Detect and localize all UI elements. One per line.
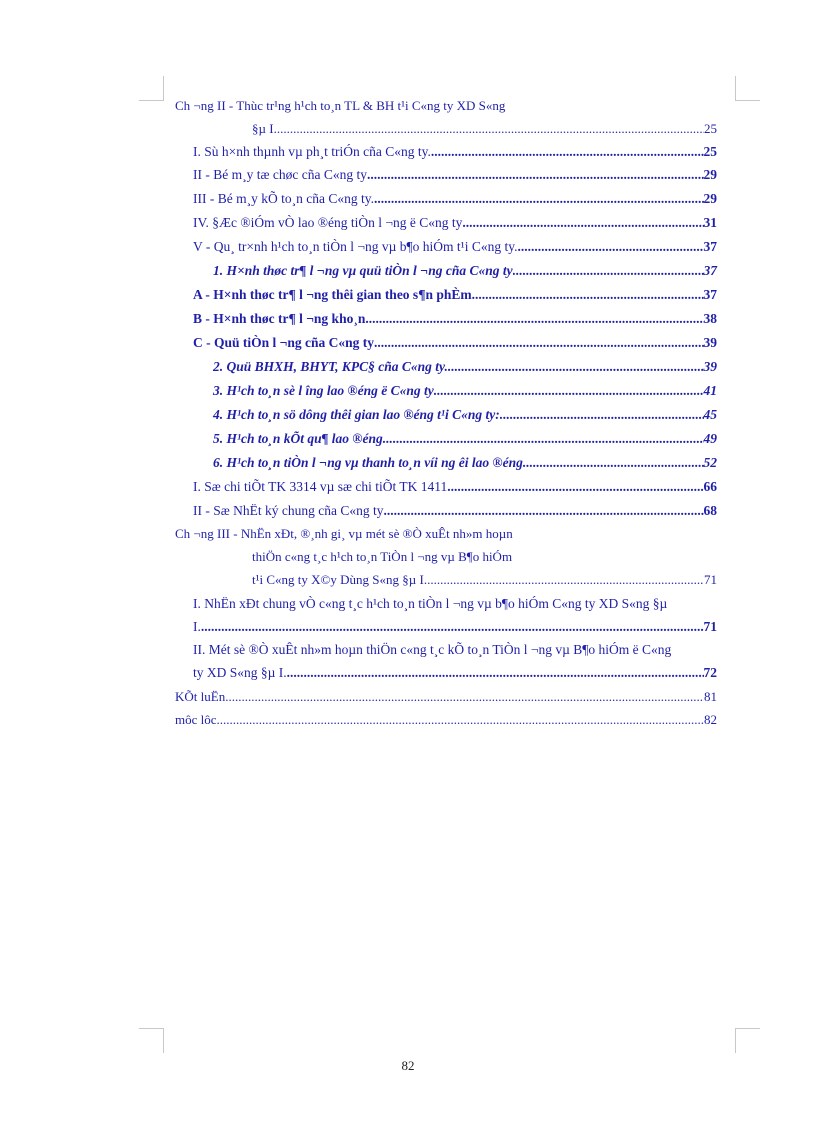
- toc-item[interactable]: II - Sæ NhËt ký chung cña C«ng ty ..... 68: [193, 500, 717, 522]
- toc-leader: [225, 686, 704, 708]
- toc-conclusion[interactable]: KÕt luËn ..... 81: [175, 686, 717, 708]
- toc-leader: [500, 404, 704, 426]
- toc-leader: [383, 428, 704, 450]
- toc-leader: [513, 260, 704, 282]
- toc-leader: [462, 212, 703, 234]
- toc-item[interactable]: II - Bé m¸y tæ chøc cña C«ng ty ..... 29: [193, 164, 717, 186]
- toc-chapter-3-entry[interactable]: [252, 569, 717, 591]
- toc-leader: [374, 188, 704, 210]
- toc-item[interactable]: IV. §Æc ®iÓm vÒ lao ®éng tiÒn l ¬ng ë C«ng ty ..... 31: [193, 212, 717, 234]
- toc-chapter-3-title-line2: thiÖn c«ng t¸c h¹ch to¸n TiÒn l ¬ng vµ B¶o hiÓm: [252, 549, 513, 564]
- toc-item[interactable]: I. Sù h×nh thµnh vµ ph¸t triÓn cña C«ng ty. ..... 25: [193, 141, 717, 163]
- toc-leader: [367, 164, 704, 186]
- toc-page-number: 71: [704, 572, 717, 587]
- toc-item[interactable]: B - H×nh thøc tr¶ l ¬ng kho¸n ..... 38: [193, 308, 717, 330]
- toc-leader: [217, 709, 704, 731]
- toc-item[interactable]: 5. H¹ch to¸n kÕt qu¶ lao ®éng ..... 49: [213, 428, 717, 450]
- toc-leader: [274, 118, 704, 140]
- toc-leader: [287, 662, 704, 684]
- toc-chapter-2-entry[interactable]: [252, 118, 717, 140]
- toc-leader: [374, 332, 704, 354]
- toc-item[interactable]: I. Sæ chi tiÕt TK 3314 vµ sæ chi tiÕt TK 1411 ..... 66: [193, 476, 717, 498]
- toc-chapter-2-title-line2: §µ I: [252, 121, 274, 136]
- toc-item[interactable]: C - Quü tiÒn l ¬ng cña C«ng ty ..... 39: [193, 332, 717, 354]
- toc-leader: [448, 356, 704, 378]
- toc-leader: [383, 500, 703, 522]
- toc-contents[interactable]: môc lôc ..... 82: [175, 709, 717, 731]
- toc-item[interactable]: 3. H¹ch to¸n sè l îng lao ®éng ë C«ng ty ..... 41: [213, 380, 717, 402]
- toc-leader: [427, 569, 704, 591]
- toc-leader: [517, 236, 703, 258]
- toc-leader: [472, 284, 704, 306]
- toc-leader: [431, 141, 704, 163]
- toc-leader: [523, 452, 704, 474]
- toc-item[interactable]: 4. H¹ch to¸n sö dông thêi gian lao ®éng t¹i C«ng ty: ..... 45: [213, 404, 717, 426]
- toc-item[interactable]: III - Bé m¸y kÕ to¸n cña C«ng ty. ..... 29: [193, 188, 717, 210]
- toc-leader: [447, 476, 703, 498]
- toc-item[interactable]: ty XD S«ng §µ I. ..... 72: [193, 662, 717, 684]
- toc-item[interactable]: A - H×nh thøc tr¶ l ¬ng thêi gian theo s¶n phÈm ..... 37: [193, 284, 717, 306]
- toc-ch3-item-1-line1[interactable]: I. NhËn xÐt chung vÒ c«ng t¸c h¹ch to¸n tiÒn l ¬ng vµ b¶o hiÓm C«ng ty XD S«ng §µ: [193, 596, 668, 611]
- page-number: 82: [401, 1058, 415, 1073]
- toc-item[interactable]: 6. H¹ch to¸n tiÒn l ¬ng vµ thanh to¸n víi ng êi lao ®éng ..... 52: [213, 452, 717, 474]
- toc-leader: [365, 308, 703, 330]
- toc-leader: [434, 380, 704, 402]
- toc-ch3-item-2-line1[interactable]: II. Mét sè ®Ò xuÊt nh»m hoµn thiÖn c«ng t¸c kÕ to¸n TiÒn l ¬ng vµ B¶o hiÓm ë C«ng: [193, 642, 672, 657]
- toc-item[interactable]: V - Qu¸ tr×nh h¹ch to¸n tiÒn l ¬ng vµ b¶o hiÓm t¹i C«ng ty. ..... 37: [193, 236, 717, 258]
- toc-chapter-3-title-line3: t¹i C«ng ty X©y Dùng S«ng §µ I.: [252, 572, 428, 587]
- toc-item[interactable]: 1. H×nh thøc tr¶ l ¬ng vµ quü tiÒn l ¬ng cña C«ng ty ..... 37: [213, 260, 717, 282]
- toc-item[interactable]: 2. Quü BHXH, BHYT, KPC§ cña C«ng ty. ..... 39: [213, 356, 717, 378]
- toc-page-number: 25: [704, 121, 717, 136]
- toc-item[interactable]: I. ..... 71: [193, 616, 717, 638]
- toc-chapter-3-title-line1[interactable]: Ch ¬ng III - NhËn xÐt, ®¸nh gi¸ vµ mét sè ®Ò xuÊt nh»m hoµn: [175, 526, 513, 541]
- toc-leader: [201, 616, 704, 638]
- toc-chapter-2-title-line1[interactable]: Ch ¬ng II - Thùc tr¹ng h¹ch to¸n TL & BH t¹i C«ng ty XD S«ng: [175, 98, 506, 113]
